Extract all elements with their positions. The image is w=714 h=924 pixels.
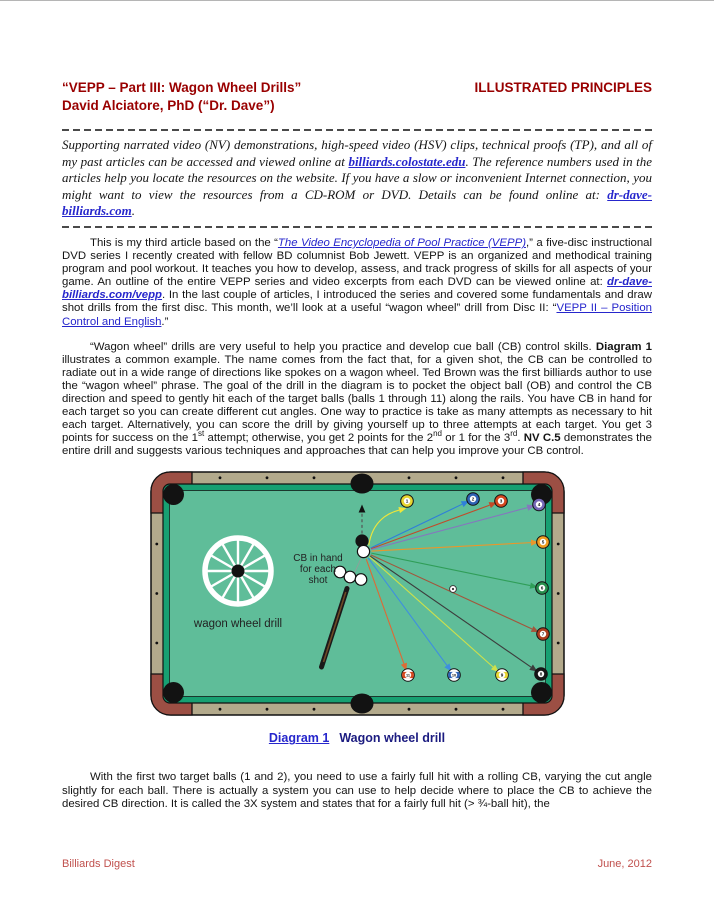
rail-sight: [218, 477, 221, 480]
ball-11: [401, 669, 414, 682]
diagram-caption-link[interactable]: Diagram 1: [268, 731, 330, 746]
p2-text-2: illustrates a common example. The name comes from the fact that, for a given shot, the CB can be controlled to radiate out in a wide range of directions like spokes on a wagon wheel. Ted Brown was the first billiards author to use the “wagon wheel” phrase. The goal of the drill in the diagram is to pocket the object ball (OB) and control the CB direction and speed to gently hit each of the target balls (balls 1 through 11) along the rails. You have CB in hand for each target so you can create different cut angles. One way to practice is take as many attempts as necessary to hit each target. Alternatively, you can score the drill by giving yourself up to three attempts at each target. You get 3 points for success on the 1: [62, 353, 652, 445]
pocket-top-left: [163, 484, 184, 505]
ball-number-3: 3: [499, 499, 502, 505]
paragraph-3: With the first two target balls (1 and 2), you need to use a fairly full hit with a rolling CB, varying the cut angle slightly for each ball. There is actually a system you can use to help decide where to place the CB to achieve the desired CB direction. It is called the 3X system and states that for a fairly full hit (> ¾-ball hit), the: [62, 771, 652, 810]
ball-9: [495, 669, 508, 682]
ball-number-10: 10: [451, 673, 456, 679]
series-title: ILLUSTRATED PRINCIPLES: [474, 80, 652, 95]
link-billiards-colostate[interactable]: billiards.colostate.edu: [348, 153, 466, 169]
page-footer: [62, 858, 652, 870]
sup-3rd: rd: [510, 429, 518, 439]
p1-text-3: . In the last couple of articles, I introduced the series and covered some fundamentals and draw shot drills from the first disc. This month, we’ll look at a useful “wagon wheel” drill from Disc II: “: [62, 289, 652, 315]
rail-sight: [155, 543, 158, 546]
ball-8: [534, 668, 547, 681]
pocket-bottom-right: [531, 682, 552, 703]
page-content: [0, 1, 714, 811]
rail-sight: [312, 708, 315, 711]
dashed-divider-top: [62, 129, 652, 131]
article-title: “VEPP – Part III: Wagon Wheel Drills”: [62, 80, 302, 95]
p1-text-1: This is my third article based on the “: [90, 236, 278, 249]
footer-date: June, 2012: [597, 858, 652, 870]
rail-sight: [454, 708, 457, 711]
rail-sight: [501, 477, 504, 480]
ball-number-11: 11: [405, 673, 410, 679]
ball-number-8: 8: [539, 672, 542, 678]
ball-number-1: 1: [405, 499, 408, 505]
footer-publication: Billiards Digest: [62, 858, 135, 870]
sup-2nd: nd: [433, 429, 442, 439]
wheel-label: wagon wheel drill: [193, 618, 282, 631]
intro-text-3: .: [131, 203, 135, 219]
paragraph-2: [62, 341, 652, 459]
p1-text-2: ,” a five-disc instructional DVD series I recently created with fellow BD columnist Bob Jewett. VEPP is an organized and methodical training program and pool workout. It teaches you how to develop, assess, and track progress of skills for all aspects of your game. An outline of the entire VEPP series and video excerpts from each DVD can be viewed online at:: [62, 236, 653, 289]
cb-in-hand-ball: [344, 572, 356, 584]
diagram-caption-text: Wagon wheel drill: [339, 731, 446, 746]
ball-10: [447, 669, 460, 682]
pocket-top-side: [350, 474, 373, 494]
ball-2: [466, 493, 479, 506]
rail-sight: [407, 477, 410, 480]
p1-text-4: .”: [161, 315, 169, 328]
rail-sight: [265, 477, 268, 480]
link-dr-dave-billiards[interactable]: dr-dave-billiards.com: [62, 186, 652, 219]
ball-3: [494, 495, 507, 508]
rail-sight: [155, 642, 158, 645]
rail-sight: [218, 708, 221, 711]
pocket-bottom-side: [350, 694, 373, 714]
dashed-divider-bottom: [62, 226, 652, 228]
link-vepp-2[interactable]: VEPP II – Position Control and English: [62, 302, 652, 328]
wagon-wheel-diagram: [150, 471, 565, 721]
marker-ball: [449, 586, 456, 593]
rail-sight: [556, 642, 559, 645]
p2-text-5: .: [517, 432, 524, 445]
p2-text-6: demonstrates the entire drill and suggests various techniques and approaches that can help you improve your CB control.: [62, 432, 652, 458]
ball-4: [532, 499, 545, 512]
rail-sight: [312, 477, 315, 480]
article-header: [62, 79, 652, 97]
ball-number-6: 6: [540, 586, 543, 592]
ball-5: [536, 536, 549, 549]
p2-text-3: attempt; otherwise, you get 2 points for the 2: [204, 432, 434, 445]
sup-1st: st: [198, 429, 205, 439]
diagram-caption: [62, 731, 652, 745]
nv-c5-bold: NV C.5: [523, 432, 561, 445]
pool-table-diagram: [150, 471, 565, 716]
ball-6: [535, 582, 548, 595]
ball-number-4: 4: [537, 502, 540, 508]
intro-text-1: Supporting narrated video (NV) demonstrations, high-speed video (HSV) clips, technical proofs (TP), and all of my past articles can be accessed and viewed online at: [62, 137, 652, 169]
rail-sight: [155, 593, 158, 596]
p2-text-4: or 1 for the 3: [441, 432, 511, 445]
wheel-hub: [231, 565, 244, 578]
cb-in-hand-label-line1: CB in hand: [292, 553, 343, 565]
rail-sight: [556, 543, 559, 546]
ball-number-2: 2: [471, 497, 474, 503]
rail-sight: [265, 708, 268, 711]
paragraph-1: [62, 237, 652, 329]
link-vepp-series[interactable]: The Video Encyclopedia of Pool Practice (VEPP): [277, 236, 526, 249]
cue-ball: [357, 546, 369, 558]
rail-sight: [407, 708, 410, 711]
ball-1: [400, 495, 413, 508]
ball-number-5: 5: [541, 540, 544, 546]
cb-in-hand-ball: [355, 574, 367, 586]
rail-sight: [501, 708, 504, 711]
wagon-wheel-graphic: [205, 538, 271, 604]
p2-text-1: “Wagon wheel” drills are very useful to help you practice and develop cue ball (CB) control skills.: [90, 340, 596, 353]
article-author: David Alciatore, PhD (“Dr. Dave”): [62, 97, 275, 113]
ball-7: [536, 628, 549, 641]
cb-in-hand-label-line2: for each: [299, 564, 336, 576]
ball-number-9: 9: [500, 673, 503, 679]
cb-in-hand-label-line3: shot: [308, 575, 327, 587]
rail-sight: [556, 593, 559, 596]
diagram-1-bold: Diagram 1: [595, 340, 652, 353]
intro-text-2: . The reference numbers used in the articles help you locate the resources on the website. If you have a slow or inconvenient Internet connection, you might want to view the resources from a CD-ROM or DVD. Details can be found online at:: [62, 153, 653, 202]
link-dr-dave-vepp[interactable]: dr-dave-billiards.com/vepp: [62, 276, 652, 302]
ball-number-7: 7: [541, 632, 544, 638]
intro-paragraph: [62, 137, 652, 220]
rail-sight: [454, 477, 457, 480]
pocket-bottom-left: [163, 682, 184, 703]
